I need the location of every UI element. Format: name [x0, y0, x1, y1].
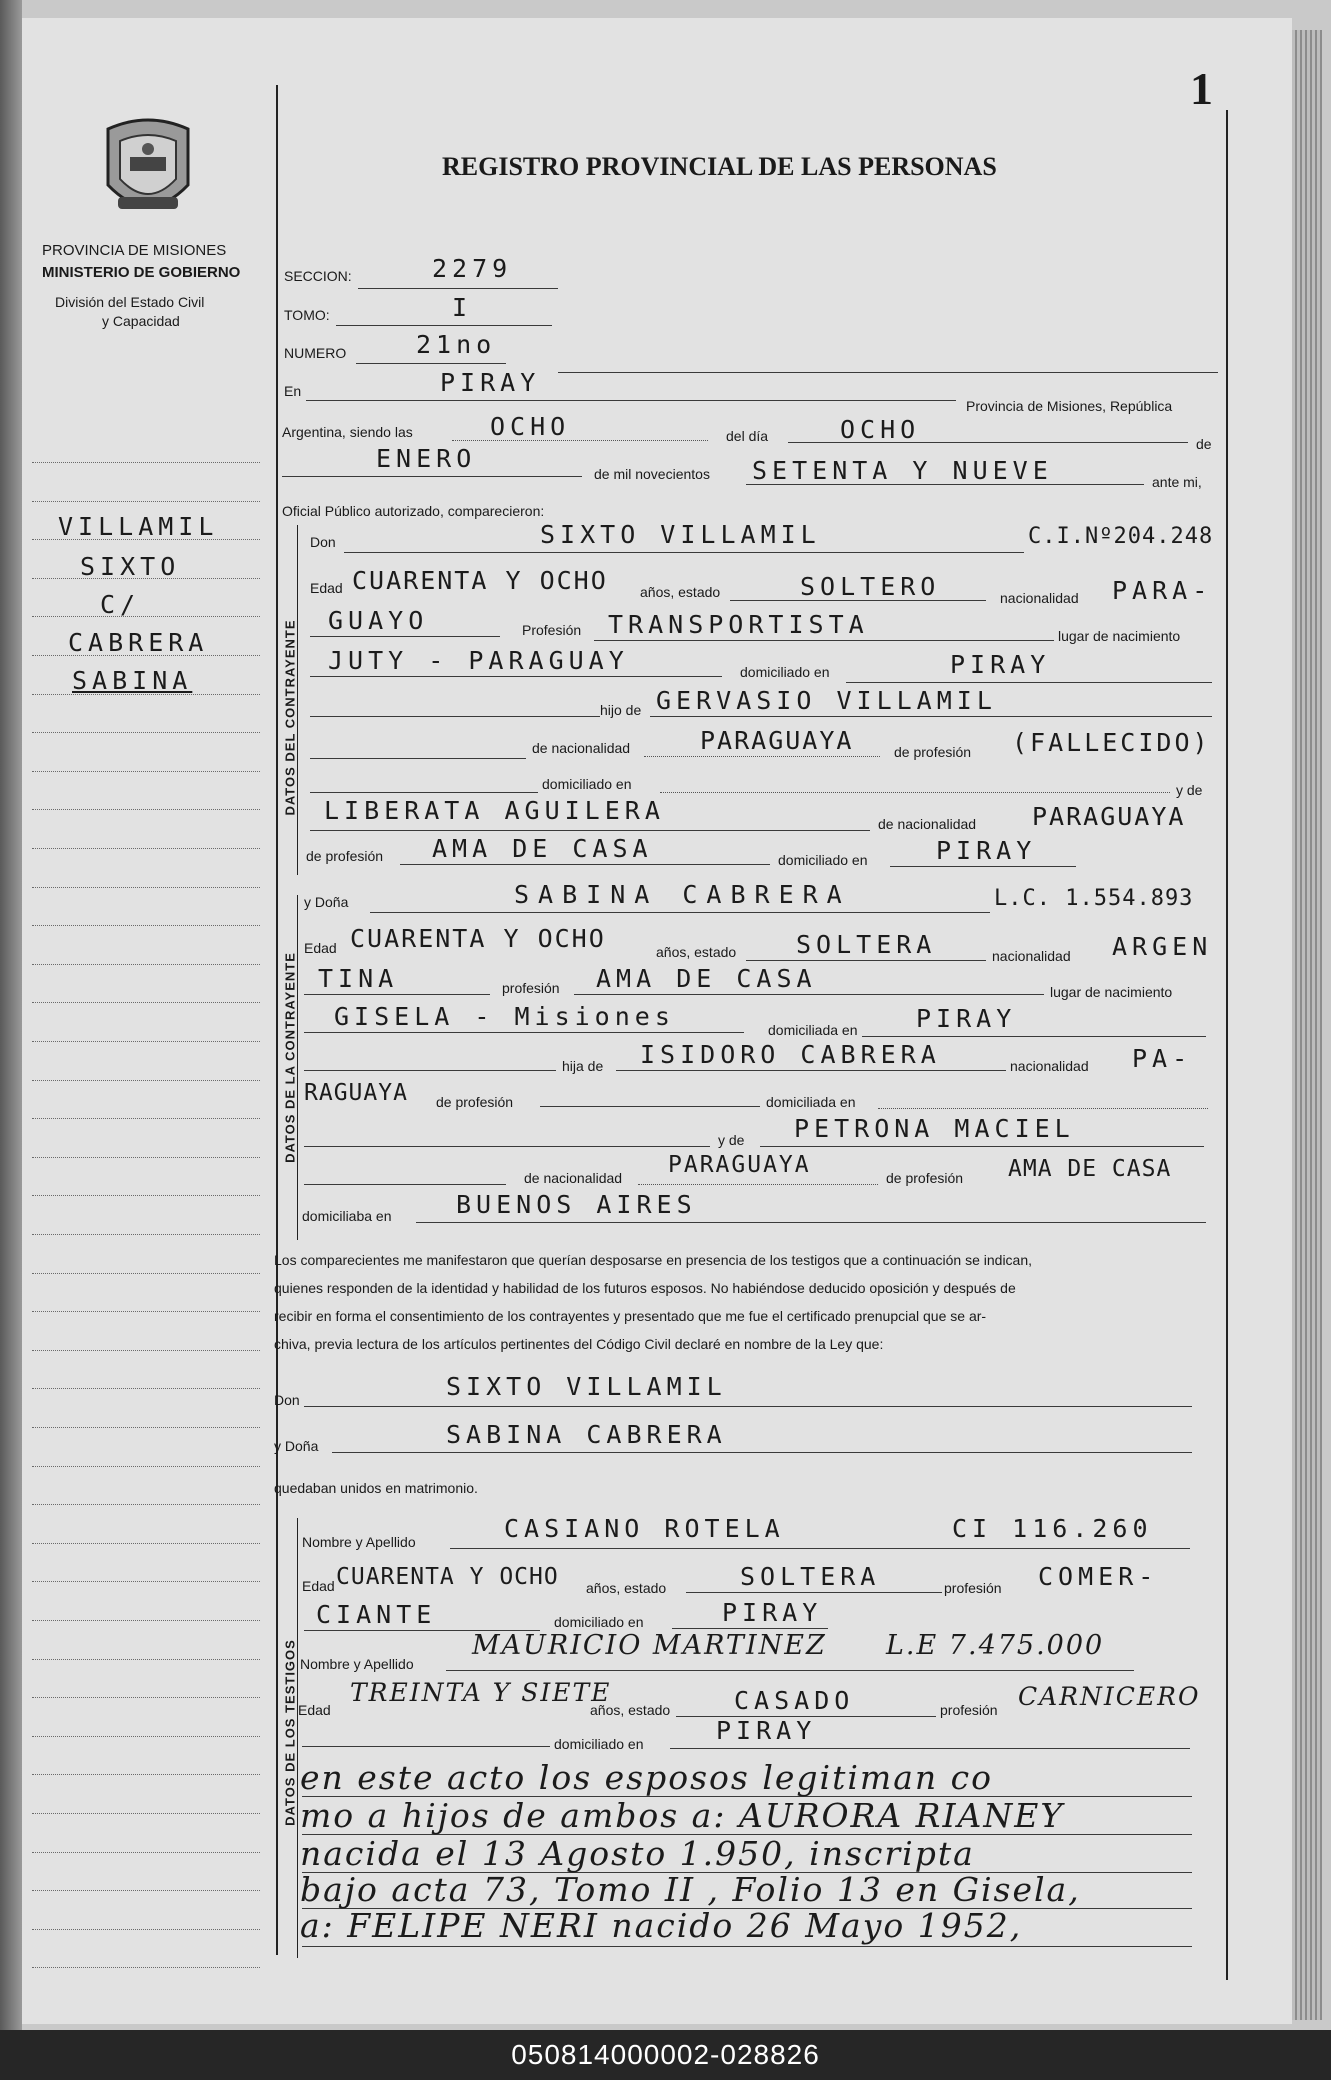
- label-anos-estado4: años, estado: [590, 1702, 671, 1718]
- label-ante-mi: ante mi,: [1152, 474, 1202, 490]
- label-de-profesion2: de profesión: [306, 848, 384, 864]
- margin-ruled-line: [32, 1967, 260, 1968]
- value-dona-madre-prof: AMA DE CASA: [1008, 1156, 1172, 1182]
- line-t2-dom: [670, 1748, 1190, 1749]
- margin-ruled-line: [32, 1080, 260, 1081]
- value-t1-prof-b: CIANTE: [316, 1600, 437, 1629]
- annotation-line4: bajo acta 73, Tomo II , Folio 13 en Gisela,: [300, 1870, 1081, 1909]
- value-don-nac-b: GUAYO: [328, 606, 429, 635]
- margin-note-line4: CABRERA: [68, 628, 209, 657]
- line-don-padre: [650, 716, 1212, 717]
- line-numero-rest: [558, 372, 1218, 373]
- line-annot5: [302, 1946, 1192, 1947]
- margin-ruled-line: [32, 732, 260, 733]
- book-binding: [0, 0, 22, 2030]
- value-seccion: 2279: [432, 254, 513, 283]
- paragraph-line1: Los comparecientes me manifestaron que querían desposarse en presencia de los testigos que a continuación se indican,: [274, 1252, 1033, 1268]
- value-don-estado: SOLTERO: [800, 572, 941, 601]
- line-dona-prof: [574, 994, 1044, 995]
- value-dona-edad: CUARENTA Y OCHO: [350, 924, 606, 953]
- value-mes: ENERO: [376, 444, 477, 473]
- value-lugar: PIRAY: [440, 368, 541, 397]
- frame-left-line: [276, 85, 278, 1955]
- margin-ruled-line: [32, 771, 260, 772]
- label-y-dona: y Doña: [304, 894, 349, 910]
- value-dia: OCHO: [840, 415, 921, 444]
- label-del-dia: del día: [726, 428, 769, 444]
- line-padre-nac-lead: [310, 758, 526, 759]
- value-t1-prof-a: COMER-: [1038, 1562, 1159, 1591]
- label-anos-estado: años, estado: [640, 584, 721, 600]
- label-don2: Don: [274, 1392, 300, 1408]
- value-hora: OCHO: [490, 412, 571, 441]
- margin-ruled-line: [32, 848, 260, 849]
- org-line2: MINISTERIO DE GOBIERNO: [42, 264, 241, 281]
- line-seccion: [358, 288, 558, 289]
- value-t1-edad: CUARENTA Y OCHO: [336, 1564, 559, 1590]
- label-nacionalidad2: nacionalidad: [992, 948, 1071, 964]
- value-dona-padre-nac-a: PA-: [1132, 1044, 1193, 1073]
- label-nombre2: Nombre y Apellido: [300, 1656, 414, 1672]
- label-domiciliada-en: domiciliada en: [768, 1022, 858, 1038]
- line-dona-padre-prof: [540, 1106, 760, 1107]
- value-don-edad: CUARENTA Y OCHO: [352, 566, 608, 595]
- org-line1: PROVINCIA DE MISIONES: [42, 242, 227, 259]
- line-don-madre: [310, 830, 870, 831]
- margin-ruled-line: [32, 501, 260, 502]
- margin-ruled-line: [32, 1736, 260, 1737]
- margin-ruled-line: [32, 1620, 260, 1621]
- page-edges: [1292, 30, 1322, 2020]
- margin-ruled-line: [32, 1504, 260, 1505]
- label-domiciliado-en2: domiciliado en: [542, 776, 632, 792]
- label-datos-testigos: DATOS DE LOS TESTIGOS: [282, 1639, 298, 1826]
- value-don-prof: TRANSPORTISTA: [608, 610, 869, 639]
- line-madre-nac-lead: [304, 1184, 506, 1185]
- value-tomo: I: [452, 293, 473, 322]
- margin-ruled-line: [32, 462, 260, 463]
- line-don: [344, 552, 1024, 553]
- value-t2-prof: CARNICERO: [1018, 1682, 1201, 1711]
- annotation-line2: mo a hijos de ambos a: AURORA RIANEY: [300, 1796, 1065, 1835]
- label-domiciliado-en: domiciliado en: [740, 664, 830, 680]
- line-don-madre-dom: [890, 866, 1076, 867]
- value-decl-don: SIXTO VILLAMIL: [446, 1372, 727, 1401]
- line-dona-estado: [746, 960, 986, 961]
- line-t2-dom-lead: [302, 1746, 550, 1747]
- page-number: 1: [1190, 63, 1213, 114]
- margin-ruled-line: [32, 1890, 260, 1891]
- line-t1-dom: [672, 1628, 828, 1629]
- margin-ruled-line: [32, 1852, 260, 1853]
- label-nombre1: Nombre y Apellido: [302, 1534, 416, 1550]
- margin-ruled-line: [32, 1929, 260, 1930]
- margin-ruled-line: [32, 1581, 260, 1582]
- margin-ruled-line: [32, 1774, 260, 1775]
- value-t2-dom: PIRAY: [716, 1716, 817, 1745]
- label-en: En: [284, 383, 302, 399]
- value-dona-lugar-nac: GISELA - Misiones: [334, 1002, 675, 1031]
- page-title: REGISTRO PROVINCIAL DE LAS PERSONAS: [442, 152, 997, 181]
- line-don-nac-b: [310, 636, 500, 637]
- frame-right-line: [1226, 110, 1228, 1980]
- margin-note-line5: SABINA: [72, 666, 193, 695]
- value-anio: SETENTA Y NUEVE: [752, 456, 1053, 485]
- footer-code: 050814000002-028826: [0, 2030, 1331, 2080]
- margin-ruled-line: [32, 1543, 260, 1544]
- margin-ruled-line: [32, 1118, 260, 1119]
- line-dona-lugar-nac: [304, 1032, 744, 1033]
- value-don-madre-nac: PARAGUAYA: [1032, 802, 1186, 831]
- margin-ruled-line: [32, 1427, 260, 1428]
- value-t2-nombre: MAURICIO MARTINEZ: [472, 1630, 827, 1661]
- line-dona-padre-dom: [878, 1108, 1208, 1109]
- label-de-profesion: de profesión: [894, 744, 972, 760]
- line-dona: [370, 912, 990, 913]
- line-don-lugar-nac: [310, 676, 722, 677]
- annotation-line5: a: FELIPE NERI nacido 26 Mayo 1952,: [300, 1906, 1023, 1945]
- label-profesion3: profesión: [944, 1580, 1002, 1596]
- label-nacionalidad: nacionalidad: [1000, 590, 1079, 606]
- line-mes: [282, 476, 582, 477]
- value-dona-padre-nac-b: RAGUAYA: [304, 1080, 408, 1106]
- label-anos-estado2: años, estado: [656, 944, 737, 960]
- label-de: de: [1196, 436, 1212, 452]
- label-domiciliado-en4: domiciliado en: [554, 1614, 644, 1630]
- line-decl-dona: [332, 1452, 1192, 1453]
- paragraph-line2: quienes responden de la identidad y habilidad de los futuros esposos. No habiéndose deducido oposición y después de: [274, 1280, 1016, 1296]
- paragraph-line4: chiva, previa lectura de los artículos pertinentes del Código Civil declaré en nombre de la Ley que:: [274, 1336, 884, 1352]
- line-t1-estado: [686, 1592, 942, 1593]
- margin-ruled-line: [32, 809, 260, 810]
- line-don-madre-prof: [400, 864, 770, 865]
- value-t1-nombre: CASIANO ROTELA: [504, 1514, 785, 1543]
- label-edad4: Edad: [298, 1702, 331, 1718]
- value-don-padre-nac: PARAGUAYA: [700, 726, 854, 755]
- label-y-de: y de: [1176, 782, 1203, 798]
- label-de-nacionalidad: de nacionalidad: [532, 740, 631, 756]
- line-dona-madre: [760, 1146, 1204, 1147]
- label-seccion: SECCION:: [284, 268, 352, 284]
- margin-ruled-line: [32, 1157, 260, 1158]
- margin-ruled-line: [32, 1388, 260, 1389]
- value-don-padre-prof: (FALLECIDO): [1012, 728, 1211, 757]
- margin-note-line2: SIXTO: [80, 552, 181, 581]
- label-domiciliada-en2: domiciliada en: [766, 1094, 856, 1110]
- line-hijo-de-lead: [310, 716, 600, 717]
- label-profesion: profesión: [502, 980, 560, 996]
- margin-ruled-line: [32, 925, 260, 926]
- line-lugar: [306, 400, 956, 401]
- value-don-ci: C.I.Nº204.248: [1028, 524, 1214, 549]
- line-y-de-lead: [304, 1146, 710, 1147]
- value-dona-madre: PETRONA MACIEL: [794, 1114, 1075, 1143]
- label-nacionalidad3: nacionalidad: [1010, 1058, 1089, 1074]
- org-line4: y Capacidad: [102, 313, 180, 329]
- value-don-madre-dom: PIRAY: [936, 836, 1037, 865]
- value-dona-lc: L.C. 1.554.893: [994, 886, 1194, 911]
- line-numero: [356, 363, 506, 364]
- label-y-de2: y de: [718, 1132, 745, 1148]
- label-numero: NUMERO: [284, 345, 347, 361]
- line-dona-nac-b: [304, 994, 490, 995]
- margin-ruled-line: [32, 1697, 260, 1698]
- label-edad2: Edad: [304, 940, 337, 956]
- line-dona-madre-nac: [638, 1184, 878, 1185]
- paragraph-line3: recibir en forma el consentimiento de los contrayentes y presentado que me fue el certificado prenupcial que se ar-: [274, 1308, 987, 1324]
- annotation-line3: nacida el 13 Agosto 1.950, inscripta: [300, 1834, 975, 1873]
- label-quedaban: quedaban unidos en matrimonio.: [274, 1480, 478, 1496]
- label-edad: Edad: [310, 580, 343, 596]
- value-dona-prof: AMA DE CASA: [596, 964, 817, 993]
- label-de-profesion4: de profesión: [886, 1170, 964, 1186]
- label-hijo-de: hijo de: [600, 702, 642, 718]
- margin-ruled-line: [32, 1350, 260, 1351]
- annotation-line1: en este acto los esposos legitiman co: [300, 1758, 993, 1797]
- label-hija-de: hija de: [562, 1058, 604, 1074]
- margin-ruled-line: [32, 964, 260, 965]
- value-don-nac-a: PARA-: [1112, 576, 1213, 605]
- value-don: SIXTO VILLAMIL: [540, 520, 821, 549]
- label-domiciliado-en5: domiciliado en: [554, 1736, 644, 1752]
- value-decl-dona: SABINA CABRERA: [446, 1420, 727, 1449]
- label-provincia: Provincia de Misiones, República: [966, 398, 1173, 414]
- value-t2-edad: TREINTA Y SIETE: [350, 1678, 612, 1707]
- line-t1-nombre: [450, 1548, 1190, 1549]
- margin-ruled-line: [32, 887, 260, 888]
- label-lugar-nac2: lugar de nacimiento: [1050, 984, 1173, 1000]
- margin-note-line3: C/: [100, 590, 141, 619]
- label-profesion4: profesión: [940, 1702, 998, 1718]
- margin-note-line1: VILLAMIL: [58, 512, 219, 541]
- margin-ruled-line: [32, 1195, 260, 1196]
- label-domiciliaba-en: domiciliaba en: [302, 1208, 392, 1224]
- label-de-profesion3: de profesión: [436, 1094, 514, 1110]
- margin-ruled-line: [32, 1466, 260, 1467]
- label-edad3: Edad: [302, 1578, 335, 1594]
- value-don-lugar-nac: JUTY - PARAGUAY: [328, 646, 629, 675]
- margin-ruled-line: [32, 1234, 260, 1235]
- label-de-mil: de mil novecientos: [594, 466, 710, 482]
- value-dona-nac-a: ARGEN: [1112, 932, 1213, 961]
- label-profesion-cap: Profesión: [522, 622, 582, 638]
- value-don-padre: GERVASIO VILLAMIL: [656, 686, 997, 715]
- line-t2-nombre: [446, 1670, 1134, 1671]
- line-don-domicilio: [846, 682, 1212, 683]
- margin-ruled-line: [32, 1659, 260, 1660]
- line-don-padre-nac: [644, 756, 880, 757]
- value-don-madre-prof: AMA DE CASA: [432, 834, 653, 863]
- value-dona: SABINA CABRERA: [514, 880, 851, 909]
- value-don-domicilio: PIRAY: [950, 650, 1051, 679]
- line-hija-de-lead: [304, 1070, 556, 1071]
- value-t2-le: L.E 7.475.000: [886, 1630, 1105, 1661]
- line-tomo: [336, 325, 552, 326]
- value-t1-estado: SOLTERA: [740, 1562, 881, 1591]
- label-domiciliado-en3: domiciliado en: [778, 852, 868, 868]
- line-dona-padre: [616, 1070, 1006, 1071]
- value-dona-madre-dom: BUENOS AIRES: [456, 1190, 697, 1219]
- line-dona-domicilio: [862, 1036, 1206, 1037]
- value-t2-estado: CASADO: [734, 1686, 855, 1715]
- label-de-nacionalidad2: de nacionalidad: [524, 1170, 623, 1186]
- value-numero: 21no: [416, 330, 497, 359]
- value-dona-nac-b: TINA: [318, 964, 399, 993]
- margin-ruled-line: [32, 1273, 260, 1274]
- label-de-nacionalidad-madre: de nacionalidad: [878, 816, 977, 832]
- label-tomo: TOMO:: [284, 307, 330, 323]
- value-dona-estado: SOLTERA: [796, 930, 937, 959]
- value-dona-padre: ISIDORO CABRERA: [640, 1040, 941, 1069]
- label-anos-estado3: años, estado: [586, 1580, 667, 1596]
- label-y-dona2: y Doña: [274, 1438, 319, 1454]
- line-padre-dom: [660, 792, 1170, 793]
- value-dona-domicilio: PIRAY: [916, 1004, 1017, 1033]
- value-t1-dom: PIRAY: [722, 1598, 823, 1627]
- value-t1-ci: CI 116.260: [952, 1514, 1153, 1543]
- line-dom-lead: [310, 792, 538, 793]
- value-don-madre: LIBERATA AGUILERA: [324, 796, 665, 825]
- label-datos-contrayente: DATOS DEL CONTRAYENTE: [282, 619, 298, 816]
- label-argentina: Argentina, siendo las: [282, 424, 413, 440]
- margin-ruled-line: [32, 1813, 260, 1814]
- line-don-prof: [594, 640, 1054, 641]
- line-decl-don: [304, 1406, 1192, 1407]
- label-oficial: Oficial Público autorizado, comparecieron:: [282, 503, 545, 519]
- provincial-seal-logo: [100, 115, 196, 223]
- margin-ruled-line: [32, 1311, 260, 1312]
- label-datos-contrayenta: DATOS DE LA CONTRAYENTE: [282, 952, 298, 1163]
- value-dona-madre-nac: PARAGUAYA: [668, 1152, 811, 1178]
- margin-ruled-line: [32, 1002, 260, 1003]
- line-dona-madre-dom: [416, 1222, 1206, 1223]
- label-don: Don: [310, 534, 336, 550]
- label-lugar-nac: lugar de nacimiento: [1058, 628, 1181, 644]
- margin-ruled-line: [32, 1041, 260, 1042]
- org-line3: División del Estado Civil: [55, 294, 205, 310]
- margin-ruled-line: [32, 616, 260, 617]
